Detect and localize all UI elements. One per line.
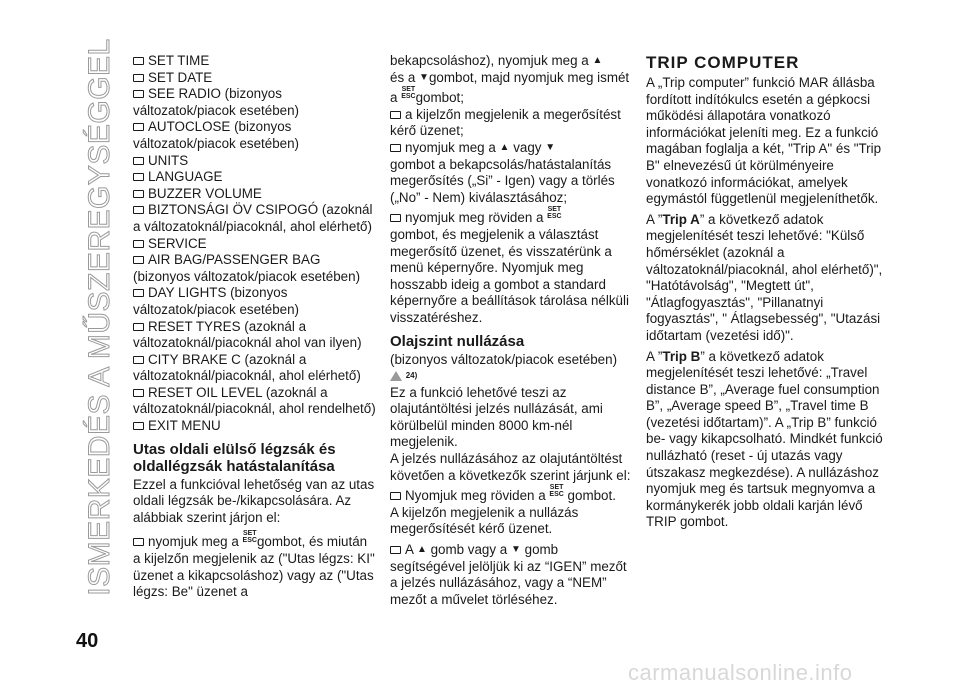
- down-button-icon: ▼: [419, 71, 429, 83]
- bullet-step: A ▲ gomb vagy a ▼ gomb segítségével jelöljük ki az “IGEN” mezőt a jelzés nullázásához, vagy a “NEM” mezőt a művelet törléséhez.: [390, 542, 627, 607]
- menu-item: AIR BAG/PASSENGER BAG (bizonyos változatok/piacok esetében): [133, 252, 361, 284]
- paragraph: A kijelzőn megjelenik a nullázás megerősítését kérő üzenet.: [390, 504, 579, 537]
- set-esc-button-icon: SET ESC: [242, 530, 257, 545]
- checkbox-bullet-icon: [133, 323, 144, 331]
- checkbox-bullet-icon: [133, 123, 144, 131]
- checkbox-bullet-icon: [390, 111, 401, 119]
- paragraph: Ezzel a funkcióval lehetőség van az utas oldali légzsák be-/kikapcsolására. Az alábbiak szerint járjon el:: [133, 476, 375, 525]
- checkbox-bullet-icon: [133, 538, 144, 546]
- paragraph: A jelzés nullázásához az olajutántöltést követően a következők szerint járjunk el:: [390, 451, 631, 483]
- checkbox-bullet-icon: [133, 206, 144, 214]
- bullet-step: a kijelzőn megjelenik a megerősítést kérő üzenet;: [390, 106, 621, 139]
- checkbox-bullet-icon: [133, 157, 144, 165]
- checkbox-bullet-icon: [133, 90, 144, 98]
- bullet-step: nyomjuk meg röviden a SET ESC gombot, és megjelenik a választást megerősítő üzenet, és visszatérünk a menü képernyőre. Nyomjuk meg hosszabb ideig a gombot a standard képernyőre a beállítások tárolása nélküli visszatéréshez.: [390, 206, 629, 325]
- column-2: [390, 53, 635, 608]
- menu-item: DAY LIGHTS (bizonyos változatok/piacok esetében): [133, 285, 299, 317]
- chapter-title-text: ISMERKEDÉS A MŰSZEREGYSÉGGEL: [83, 37, 116, 596]
- set-esc-button-icon: SET ESC: [401, 86, 416, 101]
- menu-item: AUTOCLOSE (bizonyos változatok/piacok esetében): [133, 119, 299, 151]
- set-esc-button-icon: SET ESC: [547, 206, 562, 221]
- chapter-side-title: [74, 37, 126, 596]
- checkbox-bullet-icon: [133, 289, 144, 297]
- checkbox-bullet-icon: [133, 256, 144, 264]
- down-button-icon: ▼: [510, 544, 521, 556]
- menu-item: BIZTONSÁGI ÖV CSIPOGÓ (azoknál a változatoknál/piacoknál, ahol elérhető): [133, 202, 373, 234]
- menu-item: LANGUAGE: [133, 169, 378, 186]
- menu-item: UNITS: [133, 153, 378, 170]
- menu-item: SET DATE: [133, 70, 378, 87]
- up-button-icon: ▲: [499, 141, 510, 153]
- watermark: carmanualsonline.info: [628, 660, 853, 685]
- paragraph: A „Trip computer” funkció MAR állásba fordított indítókulcs esetén a gépkocsi működési állapotára vonatkozó információkat jeleníti meg. Ez a funkció magában foglalja a két, "Trip A" és "Trip B" elnevezésű út körülményeire vonatkozó információkat, amelyek egymástól függetlenül megjeleníthetők.: [646, 75, 882, 207]
- section-heading-trip-computer: TRIP COMPUTER: [646, 53, 800, 72]
- checkbox-bullet-icon: [390, 214, 401, 222]
- bullet-step: nyomjuk meg a ▲ vagy ▼ gombot a bekapcsolás/hatástalanítás megerősítés („Si” - Igen) vagy a törlés („No” - Nem) kiválasztásához;: [390, 139, 615, 205]
- bullet-step: Nyomjuk meg röviden a SET ESC gombot.: [390, 484, 635, 505]
- checkbox-bullet-icon: [133, 356, 144, 364]
- checkbox-bullet-icon: [133, 74, 144, 82]
- checkbox-bullet-icon: [133, 190, 144, 198]
- paragraph: A ”Trip A” a következő adatok megjelenítését teszi lehetővé: "Külső hőmérséklet (azoknál a változatoknál/piacoknál, ahol elérhető)", "Hatótávolság", "Megtett út", "Átlagfogyasztás", "Pillanatnyi fogyasztás", " Átlagsebesség", "Utazási időtartam (vezetési idő)".: [646, 211, 883, 343]
- checkbox-bullet-icon: [133, 422, 144, 430]
- checkbox-bullet-icon: [390, 546, 401, 554]
- menu-item: EXIT MENU: [133, 418, 378, 435]
- menu-item: CITY BRAKE C (azoknál a változatoknál/piacoknál, ahol elérhető): [133, 351, 361, 384]
- bullet-step: nyomjuk meg a SET ESC gombot, és miután a kijelzőn megjelenik az ("Utas légzs: KI" üzenet a kikapcsoláshoz) vagy az ("Utas légzs: Be" üzenet a: [133, 530, 375, 600]
- checkbox-bullet-icon: [133, 57, 144, 65]
- paragraph: Ez a funkció lehetővé teszi az olajutántöltési jelzés nullázását, ami körülbelül minden 8000 km-nél megjelenik.: [390, 384, 603, 450]
- checkbox-bullet-icon: [133, 240, 144, 248]
- section-heading-oil-reset: Olajszint nullázása: [390, 332, 525, 350]
- menu-item: SEE RADIO (bizonyos változatok/piacok esetében): [133, 86, 299, 118]
- paragraph: bekapcsoláshoz), nyomjuk meg a ▲ és a ▼gombot, majd nyomjuk meg ismét a SET ESC gombot;: [390, 53, 630, 106]
- menu-item: RESET OIL LEVEL (azoknál a változatoknál/piacoknál, ahol rendelhető): [133, 384, 376, 417]
- down-button-icon: ▼: [545, 141, 556, 153]
- paragraph: A ”Trip B” a következő adatok megjelenítését teszi lehetővé: „Travel distance B”, „Average fuel consumption B”, „Average speed B”, „Travel time B (vezetési időtartam)”. A „Trip B” funkció be- vagy kikapcsolható. Mindkét funkció nullázható (reset - új utazás vagy útszakasz megkezdése). A nullázáshoz nyomjuk meg és tartsuk megnyomva a kormánykerék jobb oldali karján lévő TRIP gombot.: [646, 348, 883, 530]
- subheading: (bizonyos változatok/piacok esetében): [390, 351, 618, 367]
- page-number: 40: [76, 630, 99, 652]
- column-3: [646, 53, 890, 531]
- menu-item: SET TIME: [133, 53, 378, 70]
- menu-item: RESET TYRES (azoknál a változatoknál/piacoknál ahol van ilyen): [133, 318, 362, 351]
- checkbox-bullet-icon: [390, 144, 401, 152]
- warning-triangle-icon: [390, 371, 402, 381]
- column-1: [133, 53, 378, 601]
- menu-item: SERVICE: [133, 236, 378, 253]
- checkbox-bullet-icon: [133, 389, 144, 397]
- checkbox-bullet-icon: [390, 492, 401, 500]
- up-button-icon: ▲: [592, 55, 603, 66]
- section-heading-airbag: Utas oldali elülső légzsák és oldallégzsák hatástalanítása: [133, 440, 336, 475]
- up-button-icon: ▲: [416, 544, 427, 556]
- set-esc-button-icon: SET ESC: [549, 484, 564, 499]
- menu-item: BUZZER VOLUME: [133, 186, 378, 203]
- warning-reference: 24): [390, 368, 635, 385]
- checkbox-bullet-icon: [133, 173, 144, 181]
